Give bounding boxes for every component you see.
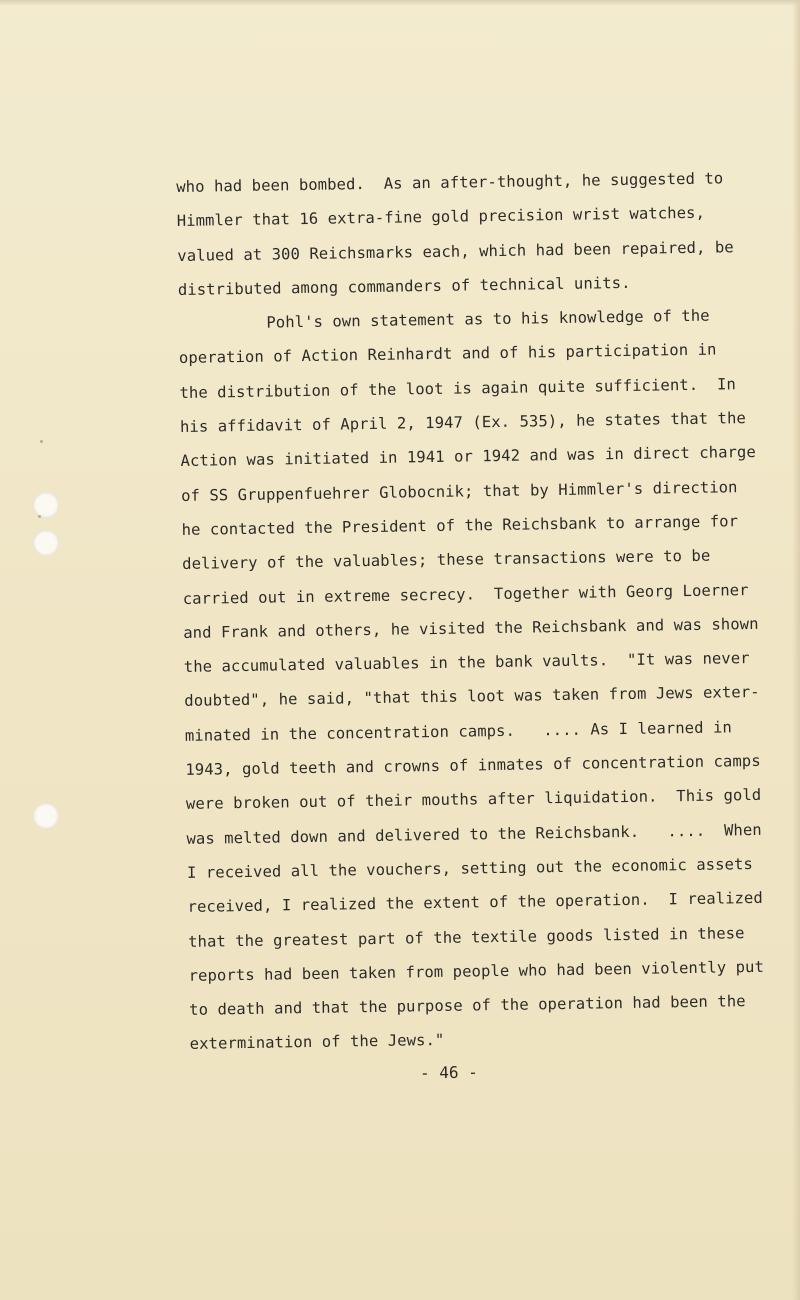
text-line: doubted", he said, "that this loot was taken from Jews exter- [184,683,760,711]
page-right-edge [792,0,800,1300]
typed-body-text [176,161,765,1061]
text-line: Action was initiated in 1941 or 1942 and was in direct charge [180,443,756,471]
text-line: of SS Gruppenfuehrer Globocnik; that by Himmler's direction [180,477,738,505]
text-line: Himmler that 16 extra-fine gold precision wrist watches, [176,203,706,231]
paper-speck [38,515,41,518]
text-line: extermination of the Jews." [189,1031,445,1054]
punch-hole [33,530,59,556]
text-line: I received all the vouchers, setting out the economic assets [186,854,754,882]
text-line: minated in the concentration camps. .... As I learned in [184,718,733,745]
text-line: were broken out of their mouths after liquidation. This gold [185,786,762,814]
text-line: distributed among commanders of technical units. [177,273,631,299]
text-line: that the greatest part of the textile goods listed in these [187,923,745,951]
text-line: the distribution of the loot is again quite sufficient. In [179,375,737,402]
text-line: carried out in extreme secrecy. Together with Georg Loerner [182,580,749,608]
page-top-edge [0,0,800,6]
punch-hole [33,803,59,829]
text-line: was melted down and delivered to the Reichsbank. .... When [186,820,762,848]
text-line: Pohl's own statement as to his knowledge of the [266,306,710,332]
text-line: and Frank and others, he visited the Reichsbank and was shown [183,614,759,642]
text-line: to death and that the purpose of the operation had been the [189,992,746,1020]
text-line: reports had been taken from people who had been violently put [188,957,765,985]
text-line: delivery of the valuables; these transactions were to be [182,546,711,574]
text-line: received, I realized the extent of the operation. I realized [187,889,763,917]
page-number: - 46 - [419,1062,478,1083]
text-line: valued at 300 Reichsmarks each, which had been repaired, be [177,237,734,265]
paper-speck [40,440,43,443]
text-line: 1943, gold teeth and crowns of inmates of concentration camps [185,751,761,779]
punch-hole [33,492,59,518]
text-line: his affidavit of April 2, 1947 (Ex. 535), he states that the [179,409,747,437]
text-line: he contacted the President of the Reichsbank to arrange for [181,512,739,539]
text-line: the accumulated valuables in the bank vaults. "It was never [183,649,750,677]
text-line: who had been bombed. As an after-thought, he suggested to [176,169,724,196]
text-line: operation of Action Reinhardt and of his participation in [178,341,717,368]
